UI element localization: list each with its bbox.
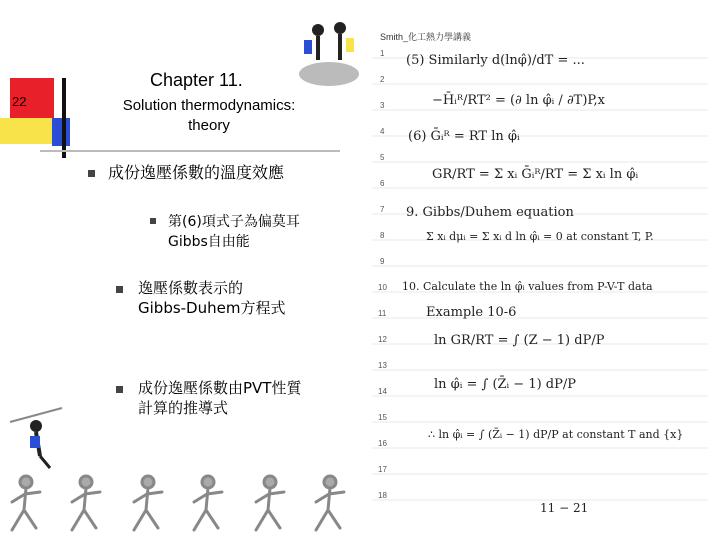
bullet-2-line-1: 第(6)項式子為偏莫耳 — [168, 214, 300, 230]
notes-line: ln GR/RT = ∫ (Z − 1) dP/P — [434, 333, 605, 348]
line-number: 12 — [378, 335, 387, 344]
line-number: 7 — [380, 205, 385, 214]
line-number: 1 — [380, 49, 385, 58]
slide-subtitle — [104, 96, 314, 136]
line-number: 14 — [378, 387, 387, 396]
notes-line: GR/RT = Σ xᵢ Ḡᵢᴿ/RT = Σ xᵢ ln φ̂ᵢ — [432, 167, 639, 182]
line-number: 5 — [380, 153, 385, 162]
line-number: 15 — [378, 413, 387, 422]
notes-line: −H̄ᵢᴿ/RT² = (∂ ln φ̂ᵢ / ∂T)P,x — [432, 93, 605, 108]
subtitle-line-2: theory — [188, 117, 230, 134]
bullet-4-text — [138, 378, 301, 418]
bullet-3-line-1: 逸壓係數表示的 — [138, 279, 244, 297]
bullet-2-line-2: Gibbs自由能 — [168, 234, 250, 250]
bullet-3-line-2: Gibbs-Duhem方程式 — [138, 299, 286, 317]
line-number: 3 — [380, 101, 385, 110]
corner-decoration-blue — [52, 118, 70, 146]
slide-number: 22 — [12, 94, 27, 109]
line-number: 16 — [378, 439, 387, 448]
line-number: 4 — [380, 127, 385, 136]
notes-line: ∴ ln φ̂ᵢ = ∫ (Z̄ᵢ − 1) dP/P at constant T and {x} — [428, 428, 684, 441]
line-number: 6 — [380, 179, 385, 188]
line-number: 2 — [380, 75, 385, 84]
line-number: 8 — [380, 231, 385, 240]
climber-figure-icon — [6, 404, 66, 474]
bullet-icon — [88, 170, 95, 177]
chapter-title: Chapter 11. — [150, 70, 243, 90]
handwritten-notes — [362, 18, 708, 524]
line-number: 9 — [380, 257, 385, 266]
line-number: 11 — [378, 309, 387, 318]
bullet-4-line-2: 計算的推導式 — [138, 399, 229, 417]
notes-line: 10. Calculate the ln φ̂ᵢ values from P-V-T data — [402, 280, 653, 293]
bullet-icon — [150, 218, 156, 224]
line-number: 17 — [378, 465, 387, 474]
notes-line: (6) Ḡᵢᴿ = RT ln φ̂ᵢ — [408, 129, 520, 144]
bullet-1-text: 成份逸壓係數的溫度效應 — [108, 163, 285, 182]
mascot-figures-top — [294, 16, 364, 86]
line-number: 10 — [378, 283, 387, 292]
corner-decoration-yellow — [0, 118, 52, 144]
notes-line: (5) Similarly d(lnφ̂)/dT = ... — [406, 53, 585, 68]
notes-header: Smith_化工熱力學講義 — [380, 32, 472, 42]
notes-line: Σ xᵢ dμᵢ = Σ xᵢ d ln φ̂ᵢ = 0 at constant T, P. — [426, 230, 654, 243]
notes-page-number: 11 − 21 — [540, 501, 589, 515]
bullet-icon — [116, 286, 123, 293]
corner-decoration-line — [62, 78, 66, 158]
notes-line: ln φ̂ᵢ = ∫ (Z̄ᵢ − 1) dP/P — [434, 377, 576, 392]
line-number: 18 — [378, 491, 387, 500]
bullet-4-line-1: 成份逸壓係數由PVT性質 — [138, 379, 302, 397]
subtitle-line-1: Solution thermodynamics: — [122, 97, 296, 114]
line-number: 13 — [378, 361, 387, 370]
bullet-icon — [116, 386, 123, 393]
runner-figures-row — [0, 472, 360, 540]
bullet-3-text — [138, 278, 285, 318]
notes-line: 9. Gibbs/Duhem equation — [406, 205, 574, 220]
bullet-2-text — [168, 212, 300, 252]
title-underline — [40, 150, 340, 152]
notes-line: Example 10-6 — [426, 305, 517, 320]
